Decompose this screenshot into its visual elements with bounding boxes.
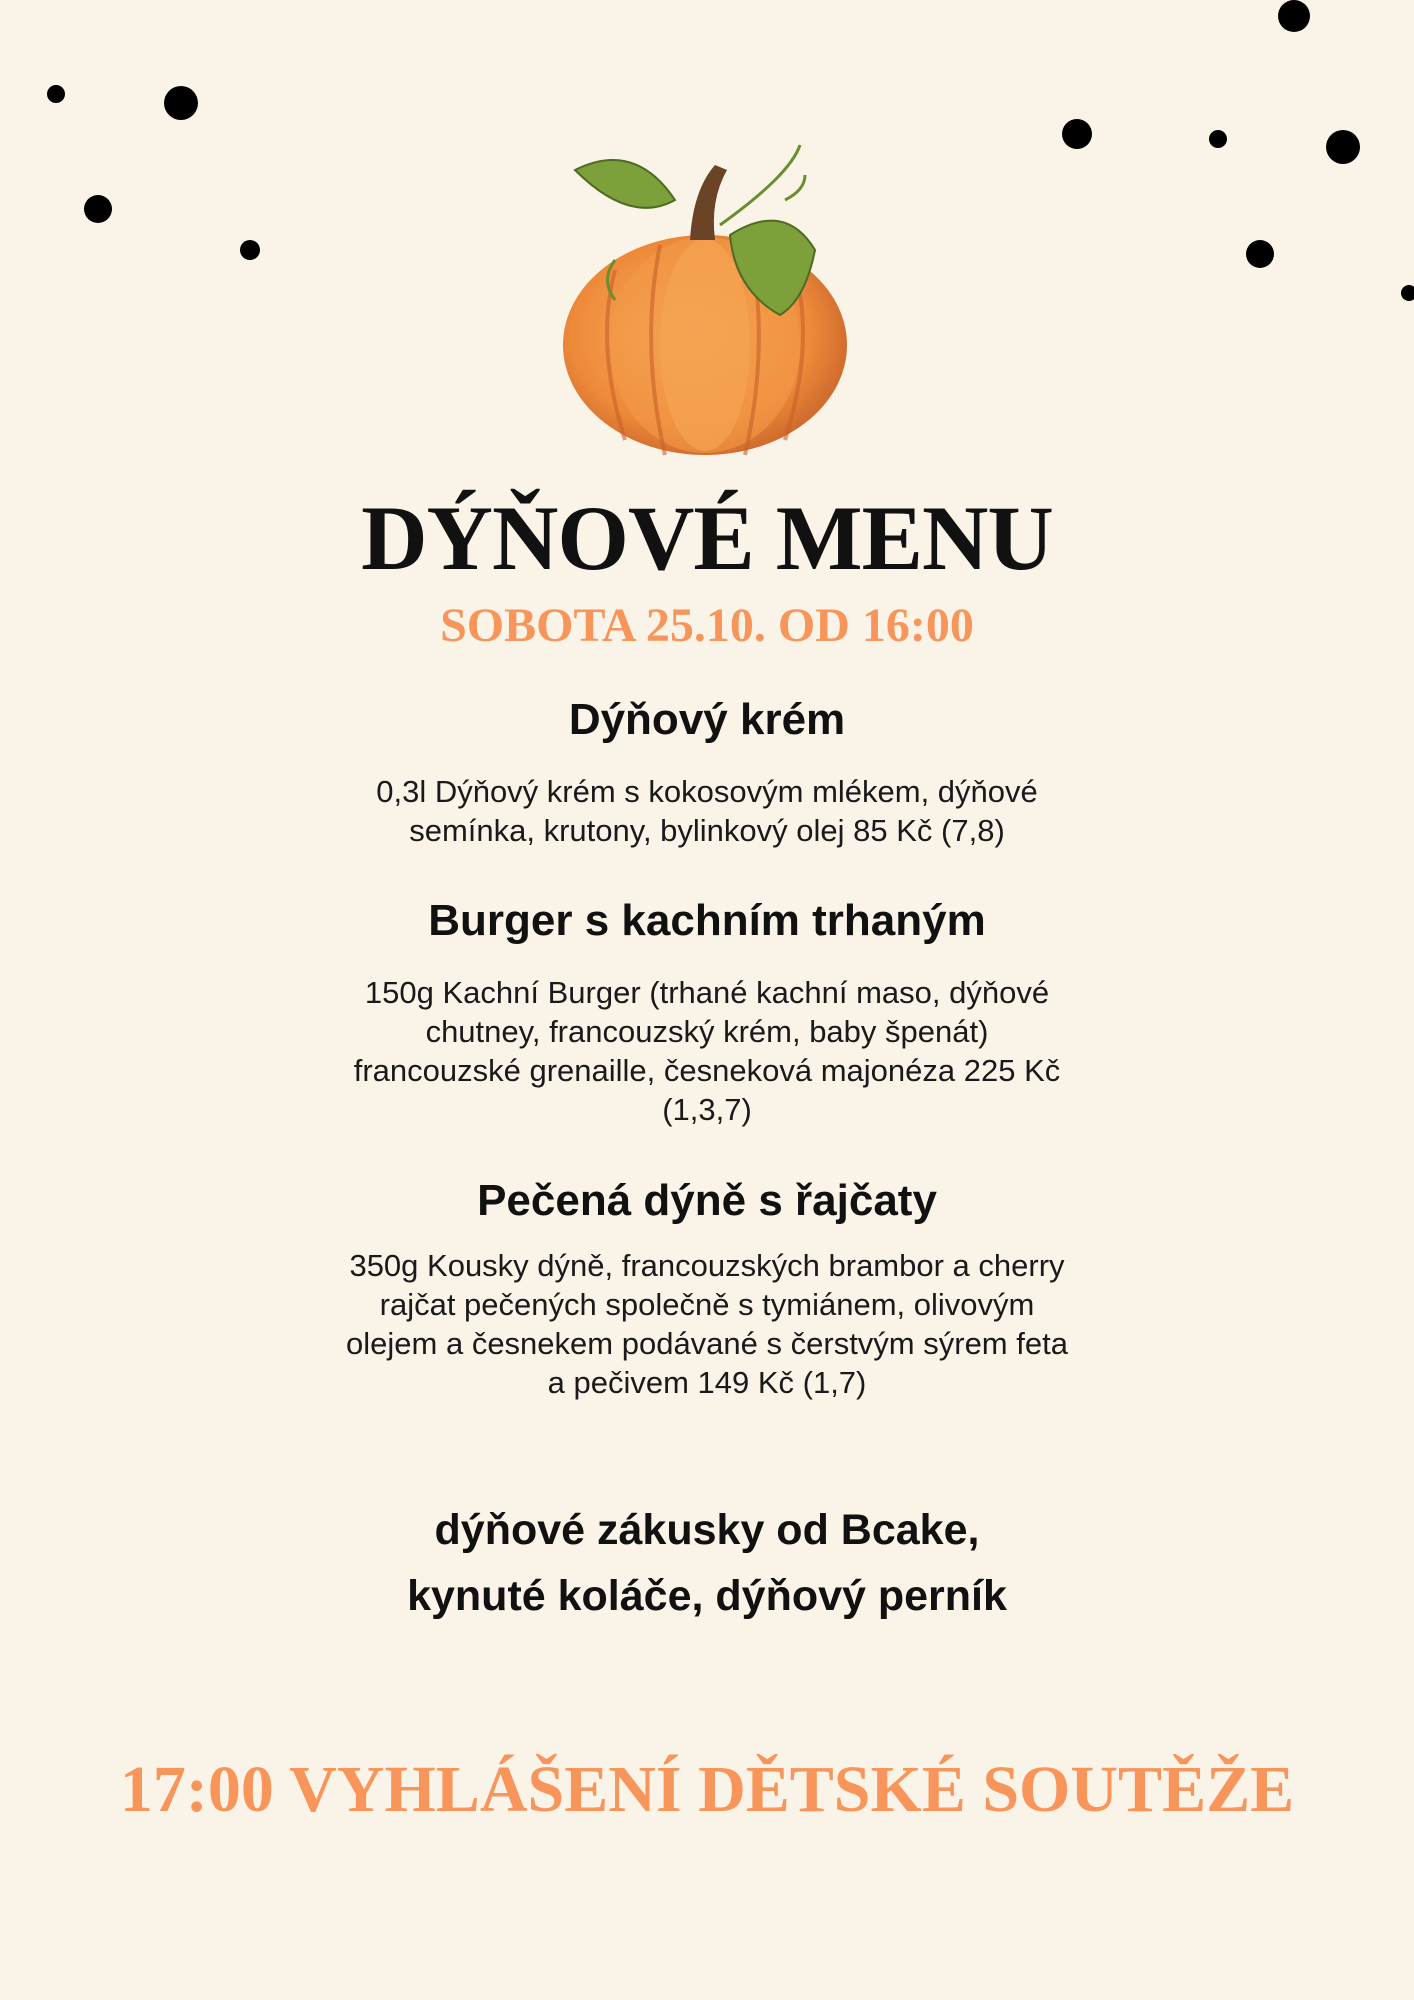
decor-dot (1401, 285, 1414, 301)
decor-dot (240, 240, 260, 260)
decor-dot (1278, 0, 1310, 32)
page-title: DÝŇOVÉ MENU (361, 487, 1053, 589)
description-line: olejem a česnekem podávané s čerstvým sýrem feta (346, 1326, 1068, 1361)
menu-item-description (0, 772, 1414, 850)
decor-dot (47, 85, 65, 103)
decor-dot (1326, 130, 1360, 164)
description-line: rajčat pečených společně s tymiánem, olivovým (379, 1287, 1035, 1322)
decor-dot (1062, 119, 1092, 149)
decor-dot (84, 195, 112, 223)
description-line: (1,3,7) (662, 1092, 752, 1127)
decor-dot (1209, 130, 1227, 148)
competition-announcement: 17:00 VYHLÁŠENÍ DĚTSKÉ SOUTĚŽE (119, 1753, 1295, 1826)
menu-item-title: Burger s kachním trhaným (428, 896, 986, 945)
description-line: 150g Kachní Burger (trhané kachní maso, dýňové (364, 975, 1050, 1010)
menu-item-description (0, 973, 1414, 1129)
desserts-line: dýňové zákusky od Bcake, (434, 1506, 980, 1554)
description-line: francouzské grenaille, česneková majonéza 225 Kč (353, 1053, 1061, 1088)
description-line: 0,3l Dýňový krém s kokosovým mlékem, dýňové (376, 774, 1038, 809)
decor-dot (1246, 240, 1274, 268)
menu-item-description (0, 1246, 1414, 1402)
desserts-line: kynuté koláče, dýňový perník (407, 1572, 1007, 1620)
menu-item-title: Dýňový krém (568, 695, 846, 744)
decor-dot (164, 86, 198, 120)
desserts (0, 1497, 1414, 1629)
description-line: 350g Kousky dýně, francouzských brambor a cherry (349, 1248, 1065, 1283)
description-line: a pečivem 149 Kč (1,7) (547, 1365, 867, 1400)
description-line: semínka, krutony, bylinkový olej 85 Kč (7,8) (409, 813, 1005, 848)
event-date: SOBOTA 25.10. OD 16:00 (440, 599, 974, 652)
pumpkin-icon (555, 140, 855, 460)
menu-item-title: Pečená dýně s řajčaty (477, 1176, 937, 1225)
description-line: chutney, francouzský krém, baby špenát) (425, 1014, 989, 1049)
